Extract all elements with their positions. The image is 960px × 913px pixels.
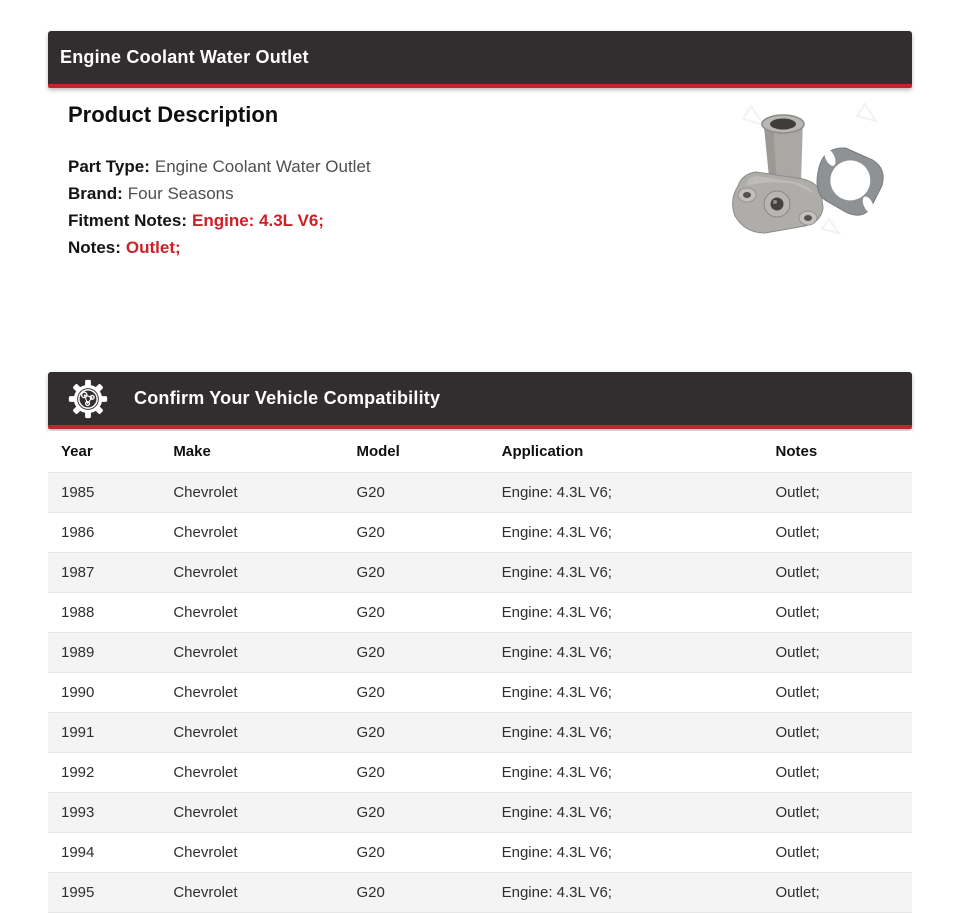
table-cell: 1994	[48, 832, 160, 872]
table-cell: Engine: 4.3L V6;	[489, 592, 763, 632]
product-description-heading: Product Description	[68, 102, 279, 127]
product-description-section	[48, 88, 912, 316]
table-row	[48, 552, 912, 592]
table-row	[48, 472, 912, 512]
table-cell: Chevrolet	[160, 752, 343, 792]
table-row	[48, 832, 912, 872]
table-cell: Engine: 4.3L V6;	[489, 872, 763, 912]
table-cell: Outlet;	[762, 832, 912, 872]
table-cell: Engine: 4.3L V6;	[489, 672, 763, 712]
product-title: Engine Coolant Water Outlet	[60, 47, 309, 67]
table-cell: G20	[343, 472, 488, 512]
field-value: Four Seasons	[127, 184, 234, 203]
table-row	[48, 592, 912, 632]
table-row	[48, 672, 912, 712]
page-content	[48, 0, 912, 913]
table-cell: 1989	[48, 632, 160, 672]
field-value: Engine Coolant Water Outlet	[154, 157, 371, 176]
table-cell: G20	[343, 512, 488, 552]
table-cell: Outlet;	[762, 712, 912, 752]
table-cell: Engine: 4.3L V6;	[489, 512, 763, 552]
column-header-year: Year	[48, 431, 160, 472]
table-cell: Outlet;	[762, 792, 912, 832]
field-label: Part Type:	[68, 157, 150, 176]
table-cell: 1991	[48, 712, 160, 752]
field-value: Engine: 4.3L V6;	[192, 211, 324, 230]
table-cell: Chevrolet	[160, 552, 343, 592]
table-cell: Chevrolet	[160, 792, 343, 832]
field-label: Brand:	[68, 184, 123, 203]
table-cell: Outlet;	[762, 592, 912, 632]
table-cell: G20	[343, 672, 488, 712]
table-cell: Outlet;	[762, 672, 912, 712]
column-header-application: Application	[489, 431, 763, 472]
field-value: Outlet;	[125, 238, 181, 257]
table-cell: G20	[343, 832, 488, 872]
table-row	[48, 792, 912, 832]
table-cell: Outlet;	[762, 872, 912, 912]
table-cell: Outlet;	[762, 552, 912, 592]
table-cell: 1988	[48, 592, 160, 632]
table-cell: 1985	[48, 472, 160, 512]
product-photo	[717, 94, 912, 236]
product-field	[68, 234, 912, 261]
table-cell: G20	[343, 712, 488, 752]
column-header-model: Model	[343, 431, 488, 472]
table-row	[48, 752, 912, 792]
table-cell: Outlet;	[762, 512, 912, 552]
table-cell: Outlet;	[762, 752, 912, 792]
product-title-bar	[48, 31, 912, 88]
table-cell: Chevrolet	[160, 472, 343, 512]
table-cell: G20	[343, 632, 488, 672]
table-cell: G20	[343, 552, 488, 592]
table-cell: 1995	[48, 872, 160, 912]
table-cell: Chevrolet	[160, 592, 343, 632]
table-cell: Chevrolet	[160, 872, 343, 912]
table-cell: Outlet;	[762, 472, 912, 512]
table-header-row	[48, 431, 912, 472]
table-cell: Chevrolet	[160, 632, 343, 672]
table-cell: Engine: 4.3L V6;	[489, 712, 763, 752]
table-cell: Engine: 4.3L V6;	[489, 792, 763, 832]
field-label: Notes:	[68, 238, 121, 257]
table-cell: Engine: 4.3L V6;	[489, 832, 763, 872]
table-cell: Engine: 4.3L V6;	[489, 472, 763, 512]
table-cell: Engine: 4.3L V6;	[489, 552, 763, 592]
compatibility-title: Confirm Your Vehicle Compatibility	[134, 388, 441, 408]
table-cell: 1986	[48, 512, 160, 552]
table-cell: 1987	[48, 552, 160, 592]
compatibility-table	[48, 431, 912, 913]
table-cell: G20	[343, 792, 488, 832]
compatibility-header-bar	[48, 372, 912, 429]
table-cell: 1993	[48, 792, 160, 832]
column-header-make: Make	[160, 431, 343, 472]
gear-icon	[68, 379, 108, 419]
table-row	[48, 872, 912, 912]
table-cell: 1990	[48, 672, 160, 712]
table-row	[48, 712, 912, 752]
table-cell: Chevrolet	[160, 512, 343, 552]
table-cell: Chevrolet	[160, 712, 343, 752]
table-cell: G20	[343, 872, 488, 912]
table-cell: Engine: 4.3L V6;	[489, 752, 763, 792]
table-cell: Chevrolet	[160, 672, 343, 712]
table-cell: G20	[343, 752, 488, 792]
table-cell: Outlet;	[762, 632, 912, 672]
table-cell: Chevrolet	[160, 832, 343, 872]
field-label: Fitment Notes:	[68, 211, 187, 230]
column-header-notes: Notes	[762, 431, 912, 472]
table-cell: 1992	[48, 752, 160, 792]
table-cell: G20	[343, 592, 488, 632]
compatibility-table-body	[48, 472, 912, 912]
table-cell: Engine: 4.3L V6;	[489, 632, 763, 672]
table-row	[48, 632, 912, 672]
table-row	[48, 512, 912, 552]
